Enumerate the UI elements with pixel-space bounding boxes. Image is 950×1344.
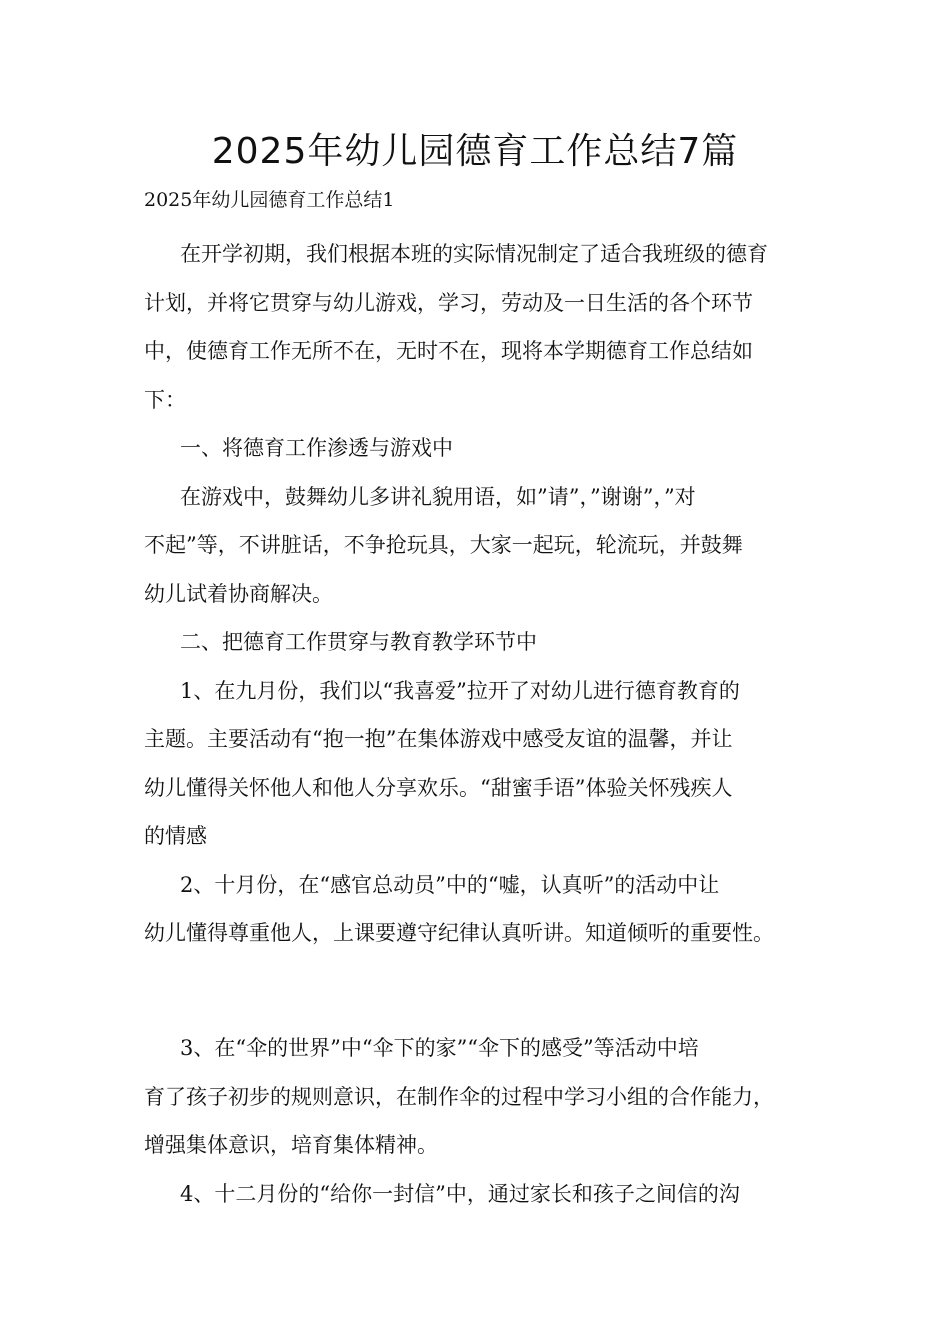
text-line: 不起”等，不讲脏话，不争抢玩具，大家一起玩，轮流玩，并鼓舞 (144, 533, 743, 557)
text-line: 主题。主要活动有“抱一抱”在集体游戏中感受友谊的温馨，并让 (144, 727, 733, 751)
text-line: 1、在九月份，我们以“我喜爱”拉开了对幼儿进行德育教育的 (180, 678, 740, 703)
text-line: 幼儿懂得关怀他人和他人分享欢乐。“甜蜜手语”体验关怀残疾人 (144, 775, 733, 800)
text-line: 中，使德育工作无所不在，无时不在，现将本学期德育工作总结如 (144, 339, 753, 363)
text-line: 在游戏中，鼓舞幼儿多讲礼貌用语，如”请”，”谢谢”，”对 (180, 484, 696, 509)
text-line: 3、在“伞的世界”中“伞下的家”“伞下的感受”等活动中培 (180, 1036, 699, 1060)
text-line: 在开学初期，我们根据本班的实际情况制定了适合我班级的德育 (180, 242, 768, 266)
text-line: 2、十月份，在“感官总动员”中的“嘘，认真听”的活动中让 (180, 872, 720, 897)
text-block (144, 1024, 824, 1218)
document-title: 2025年幼儿园德育工作总结7篇 (211, 131, 739, 172)
text-line: 一、将德育工作渗透与游戏中 (180, 436, 453, 460)
text-line: 幼儿懂得尊重他人，上课要遵守纪律认真听讲。知道倾听的重要性。 (144, 921, 774, 945)
text-line: 下： (144, 387, 186, 412)
text-line: 4、十二月份的“给你一封信”中，通过家长和孩子之间信的沟 (180, 1181, 740, 1206)
text-line: 增强集体意识，培育集体精神。 (144, 1133, 438, 1157)
text-line: 二、把德育工作贯穿与教育教学环节中 (180, 630, 537, 654)
text-block (144, 230, 824, 958)
text-line: 的情感 (144, 824, 207, 848)
text-line: 幼儿试着协商解决。 (144, 581, 333, 606)
section-heading: 2025年幼儿园德育工作总结1 (144, 189, 395, 211)
text-line: 计划，并将它贯穿与幼儿游戏，学习，劳动及一日生活的各个环节 (144, 290, 753, 315)
text-line: 育了孩子初步的规则意识，在制作伞的过程中学习小组的合作能力， (144, 1084, 774, 1109)
